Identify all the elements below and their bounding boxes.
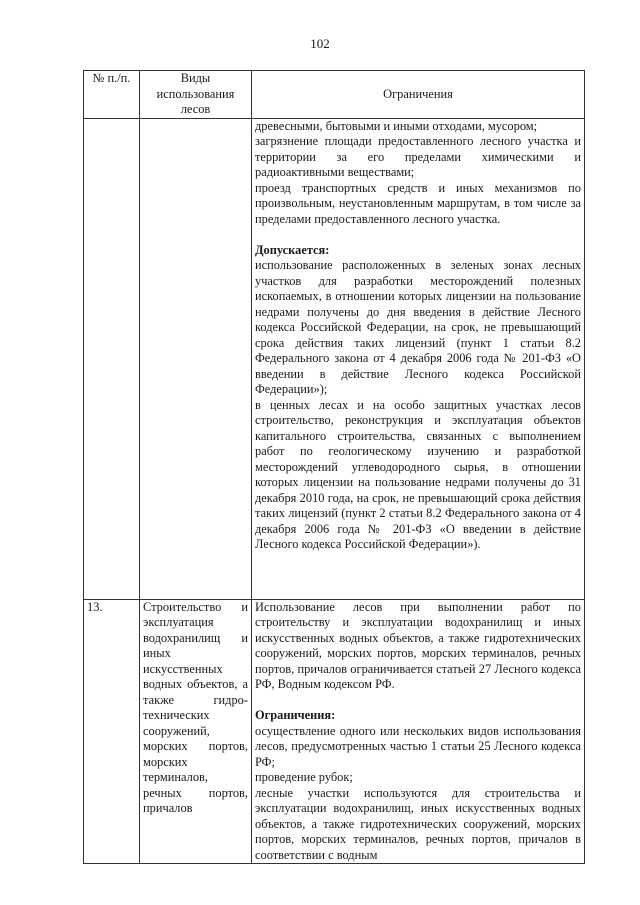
header-number: № п./п. xyxy=(84,71,140,119)
table-row xyxy=(84,118,585,599)
limit-paragraph: осуществление одного или нескольких видов использования лесов, предусмотренных частью 1 статьи 25 Лесного кодекса РФ; xyxy=(255,723,581,769)
limit-paragraph: загрязнение площади предоставленного лесного участка и территории за его пределами химическими и радиоактивными веществами; xyxy=(255,134,581,179)
intro-paragraph: Использование лесов при выполнении работ по строительству и эксплуатации водохранилищ и иных искусственных водных объектов, а также гидротехнических сооружений, морских портов, морских терминалов, речных портов, причалов ограничивается статьей 27 Лесного кодекса РФ, Водным кодексом РФ. xyxy=(255,599,581,691)
row-limits-cell xyxy=(252,599,585,864)
allowed-heading: Допускается: xyxy=(255,242,330,257)
row-type-cell xyxy=(140,118,252,599)
limit-paragraph: проезд транспортных средств и иных механизмов по произвольным, неустановленным маршрутам, в том числе за пределами предоставленного лесного участка. xyxy=(255,180,581,226)
page-number: 102 xyxy=(310,36,330,51)
row-number-cell xyxy=(84,118,140,599)
limit-paragraph: проведение рубок; xyxy=(255,770,353,784)
row-type-cell: Строительство и эксплуатация водохранилищ и иных искусственных водных объектов, а также гидро-технических сооружений, морских портов, морских терминалов, речных портов, причалов xyxy=(140,599,252,864)
table-header-row xyxy=(84,71,585,119)
allowed-paragraph: в ценных лесах и на особо защитных участках лесов строительство, реконструкция и эксплуатация объектов капитального строительства, связанных с выполнением работ по геологическому изучению и разработкой месторождений углеводородного сырья, в отношении которых лицензии на пользование недрами получены до 31 декабря 2010 года, на срок, не превышающий срока действия таких лицензий (пункт 2 статьи 8.2 Федерального закона от 4 декабря 2006 года № 201-ФЗ «О введении в действие Лесного кодекса Российской Федерации»). xyxy=(255,397,581,551)
limit-paragraph: древесными, бытовыми и иными отходами, мусором; xyxy=(255,118,538,133)
row-number-cell: 13. xyxy=(84,599,140,864)
row-limits-cell xyxy=(252,118,585,599)
header-limits: Ограничения xyxy=(252,71,585,119)
allowed-paragraph: использование расположенных в зеленых зонах лесных участков для разработки месторождений полезных ископаемых, в отношении которых лицензии на пользование недрами получены до дня введения в действие Лесного кодекса Российской Федерации, на срок, не превышающий срока действия таких лицензий (пункт 1 статьи 8.2 Федерального закона от 4 декабря 2006 года № 201-ФЗ «О введении в действие Лесного кодекса Российской Федерации»); xyxy=(255,258,581,396)
table-row xyxy=(84,599,585,864)
header-type: Виды использования лесов xyxy=(140,71,252,119)
forest-use-limits-table xyxy=(83,70,585,864)
limits-heading: Ограничения: xyxy=(255,708,336,722)
limit-paragraph: лесные участки используются для строительства и эксплуатации водохранилищ, иных искусственных водных объектов, а также гидротехнических сооружений, морских портов, морских терминалов, речных портов, причалов в соответствии с водным xyxy=(255,785,581,862)
